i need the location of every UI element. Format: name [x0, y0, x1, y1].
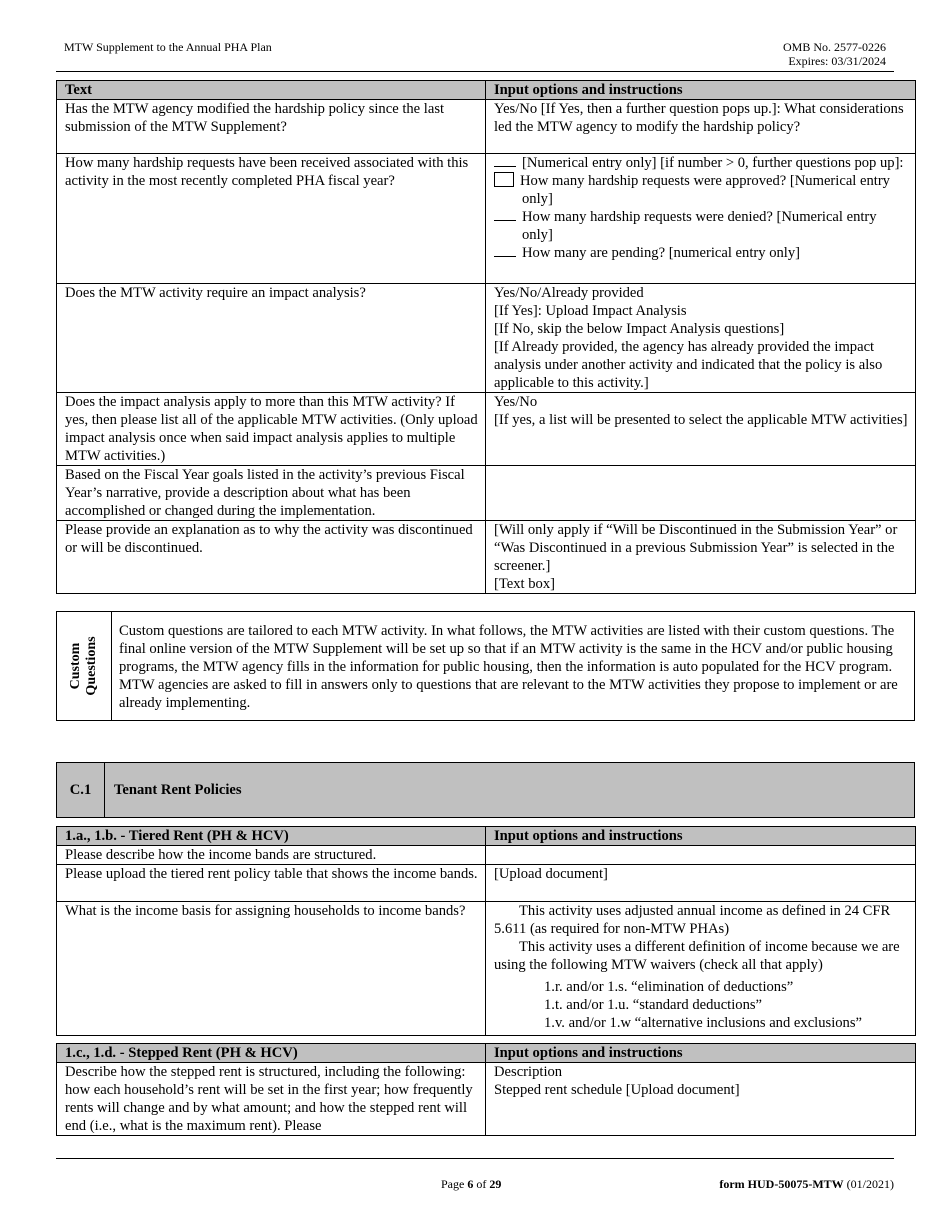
column-header-input: Input options and instructions: [486, 81, 916, 100]
answer-cell: [Upload document]: [486, 865, 916, 902]
table-row: [57, 100, 916, 154]
table-row: [57, 1063, 916, 1136]
waiver-elimination-of-deductions[interactable]: 1.r. and/or 1.s. “elimination of deductions”: [544, 979, 794, 995]
custom-questions-text: Custom questions are tailored to each MTW activity. In what follows, the MTW activities are listed with their custom questions. The final online version of the MTW Supplement will be set up so that if an MTW activity is the same in the HCV and/or public housing programs, the MTW agency fills in the information for public housing, then the information is auto populated for the HCV program. MTW agencies are asked to fill in answers only to questions that are relevant to the MTW activities they propose to implement or are already implementing.: [119, 623, 898, 711]
column-header-activity: 1.c., 1.d. - Stepped Rent (PH & HCV): [57, 1044, 486, 1063]
section-header: [56, 762, 915, 818]
answer-cell: [Will only apply if “Will be Discontinued in the Submission Year” or “Was Discontinued in a previous Submission Year” is selected in the screener.] [Text box]: [486, 521, 916, 594]
page-number: Page 6 of 29: [441, 1177, 502, 1191]
table-row: [57, 154, 916, 284]
section-number: C.1: [57, 763, 105, 817]
question-cell: Does the impact analysis apply to more than this MTW activity? If yes, then please list all of the applicable MTW activities. (Only upload impact analysis once when said impact analysis applies to multiple MTW activities.): [57, 393, 486, 466]
question-cell: Please provide an explanation as to why the activity was discontinued or will be discontinued.: [57, 521, 486, 594]
question-cell: Please describe how the income bands are structured.: [57, 846, 486, 865]
expiration-date: Expires: 03/31/2024: [788, 54, 886, 68]
column-header-input: Input options and instructions: [486, 827, 916, 846]
question-cell: Has the MTW agency modified the hardship policy since the last submission of the MTW Supplement?: [57, 100, 486, 154]
question-cell: Does the MTW activity require an impact analysis?: [57, 284, 486, 393]
question-cell: What is the income basis for assigning households to income bands?: [57, 902, 486, 1036]
answer-cell: Yes/No/Already provided [If Yes]: Upload Impact Analysis [If No, skip the below Impact Analysis questions] [If Already provided, the agency has already provided the impact analysis under another activity and indicated that the policy is also applicable to this activity.]: [486, 284, 916, 393]
numeric-entry-blank[interactable]: [494, 208, 516, 221]
header-title: MTW Supplement to the Annual PHA Plan: [64, 40, 272, 54]
answer-cell: [486, 846, 916, 865]
answer-cell: Description Stepped rent schedule [Upload document]: [486, 1063, 916, 1136]
option-different-income[interactable]: This activity uses a different definition of income because we are using the following MTW waivers (check all that apply): [494, 939, 900, 973]
answer-cell: [486, 466, 916, 521]
table-row: [57, 284, 916, 393]
header-omb: [783, 40, 886, 68]
waiver-alternative-inclusions[interactable]: 1.v. and/or 1.w “alternative inclusions and exclusions”: [544, 1015, 863, 1031]
numeric-entry-blank[interactable]: [494, 244, 516, 257]
table-row: [57, 393, 916, 466]
table-row: [57, 466, 916, 521]
answer-cell: [Numerical entry only] [if number > 0, further questions pop up]: How many hardship requests were approved? [Numerical entry only] How many hardship requests were denied? [Numerical entry only] How many are pending? [numerical entry only]: [486, 154, 916, 284]
omb-number: OMB No. 2577-0226: [782, 40, 886, 54]
header-divider: [56, 71, 894, 72]
numeric-entry-box[interactable]: [494, 172, 514, 187]
waiver-standard-deductions[interactable]: 1.t. and/or 1.u. “standard deductions”: [544, 997, 763, 1013]
answer-cell: Yes/No [If Yes, then a further question pops up.]: What considerations led the MTW agency to modify the hardship policy?: [486, 100, 916, 154]
numeric-entry-blank[interactable]: [494, 154, 516, 167]
option-adjusted-income[interactable]: This activity uses adjusted annual income as defined in 24 CFR 5.611 (as required for non-MTW PHAs): [494, 903, 891, 937]
table-row: [57, 865, 916, 902]
hardship-table: [56, 80, 916, 594]
table-row: [57, 521, 916, 594]
custom-questions-label: Custom Questions: [57, 612, 112, 720]
question-cell: Describe how the stepped rent is structured, including the following: how each household’s rent will be set in the first year; how frequently rents will change and by what amount; and how the stepped rent will end (i.e., what is the maximum rent). Please: [57, 1063, 486, 1136]
tiered-rent-table: [56, 826, 916, 1036]
custom-questions-box: [56, 611, 915, 721]
footer-divider: [56, 1158, 894, 1159]
question-cell: Please upload the tiered rent policy table that shows the income bands.: [57, 865, 486, 902]
column-header-input: Input options and instructions: [486, 1044, 916, 1063]
answer-cell: Yes/No [If yes, a list will be presented to select the applicable MTW activities]: [486, 393, 916, 466]
question-cell: How many hardship requests have been received associated with this activity in the most recently completed PHA fiscal year?: [57, 154, 486, 284]
column-header-text: Text: [57, 81, 486, 100]
table-row: [57, 902, 916, 1036]
section-title: Tenant Rent Policies: [114, 782, 242, 798]
column-header-activity: 1.a., 1.b. - Tiered Rent (PH & HCV): [57, 827, 486, 846]
stepped-rent-table: [56, 1043, 916, 1136]
form-id: form HUD-50075-MTW (01/2021): [719, 1177, 894, 1191]
question-cell: Based on the Fiscal Year goals listed in the activity’s previous Fiscal Year’s narrative, provide a description about what has been accomplished or changed during the implementation.: [57, 466, 486, 521]
table-row: [57, 846, 916, 865]
answer-cell: [486, 902, 916, 1036]
